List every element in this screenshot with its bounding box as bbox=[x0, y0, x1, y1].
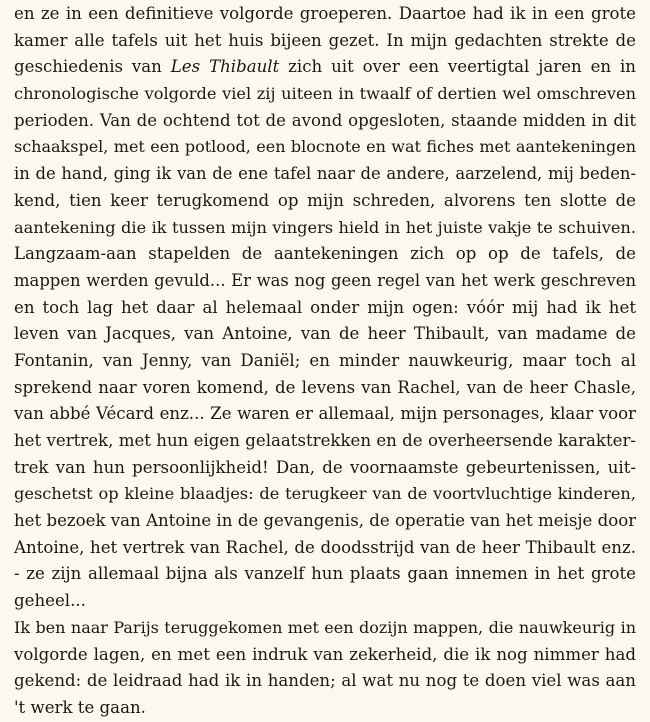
text-line: van abbé Vécard enz... Ze waren er allemaal, mijn personages, klaar voor bbox=[14, 404, 636, 424]
text-line: volgorde lagen, en met een indruk van zekerheid, die ik nog nimmer had bbox=[14, 644, 636, 664]
text-line: in de hand, ging ik van de ene tafel naar de andere, aarzelend, mij beden- bbox=[14, 164, 636, 184]
text-line: aantekening die ik tussen mijn vingers hield in het juiste vakje te schuiven. bbox=[14, 217, 636, 237]
text-line: kamer alle tafels uit het huis bijeen gezet. In mijn gedachten strekte de bbox=[14, 30, 636, 50]
text-line: geheel... bbox=[14, 591, 86, 611]
text-line: chronologische volgorde viel zij uiteen in twaalf of dertien wel omschreven bbox=[14, 84, 636, 104]
text-line: Antoine, het vertrek van Rachel, de doodsstrijd van de heer Thibault enz. bbox=[14, 537, 636, 557]
text-line: schaakspel, met een potlood, een blocnote en wat fiches met aantekeningen bbox=[14, 137, 636, 157]
book-title: Les Thibault bbox=[170, 57, 280, 77]
text-line: gekend: de leidraad had ik in handen; al wat nu nog te doen viel was aan bbox=[14, 671, 636, 691]
text-line: Fontanin, van Jenny, van Daniël; en minder nauwkeurig, maar toch al bbox=[14, 350, 636, 370]
text-line: en toch lag het daar al helemaal onder mijn ogen: vóór mij had ik het bbox=[14, 297, 636, 317]
text-line: geschetst op kleine blaadjes: de terugkeer van de voortvluchtige kinderen, bbox=[14, 484, 636, 504]
text-line: leven van Jacques, van Antoine, van de heer Thibault, van madame de bbox=[14, 324, 636, 344]
text-line: Langzaam-aan stapelden de aantekeningen zich op op de tafels, de bbox=[14, 244, 636, 264]
text-line: kend, tien keer terugkomend op mijn schreden, alvorens ten slotte de bbox=[14, 190, 636, 210]
text-line: en ze in een definitieve volgorde groeperen. Daartoe had ik in een grote bbox=[14, 4, 636, 23]
paragraph-2 bbox=[14, 615, 636, 722]
text-line: perioden. Van de ochtend tot de avond opgesloten, staande midden in dit bbox=[14, 110, 636, 130]
text-line: het bezoek van Antoine in de gevangenis, de operatie van het meisje door bbox=[14, 511, 636, 531]
text-line: Ik ben naar Parijs teruggekomen met een dozijn mappen, die nauwkeurig in bbox=[14, 617, 636, 637]
text-line: het vertrek, met hun eigen gelaatstrekken en de overheersende karakter- bbox=[14, 431, 636, 450]
text-line: sprekend naar voren komend, de levens van Rachel, van de heer Chasle, bbox=[14, 377, 636, 397]
text-line: trek van hun persoonlijkheid! Dan, de voornaamste gebeurtenissen, uit- bbox=[14, 457, 636, 477]
text-line: mappen werden gevuld... Er was nog geen regel van het werk geschreven bbox=[14, 270, 636, 290]
text-line: - ze zijn allemaal bijna als vanzelf hun plaats gaan innemen in het grote bbox=[14, 564, 636, 584]
text-line: 't werk te gaan. bbox=[14, 697, 146, 717]
text-line: geschiedenis van Les Thibault zich uit over een veertigtal jaren en in bbox=[14, 57, 636, 77]
paragraph-1 bbox=[14, 1, 636, 615]
